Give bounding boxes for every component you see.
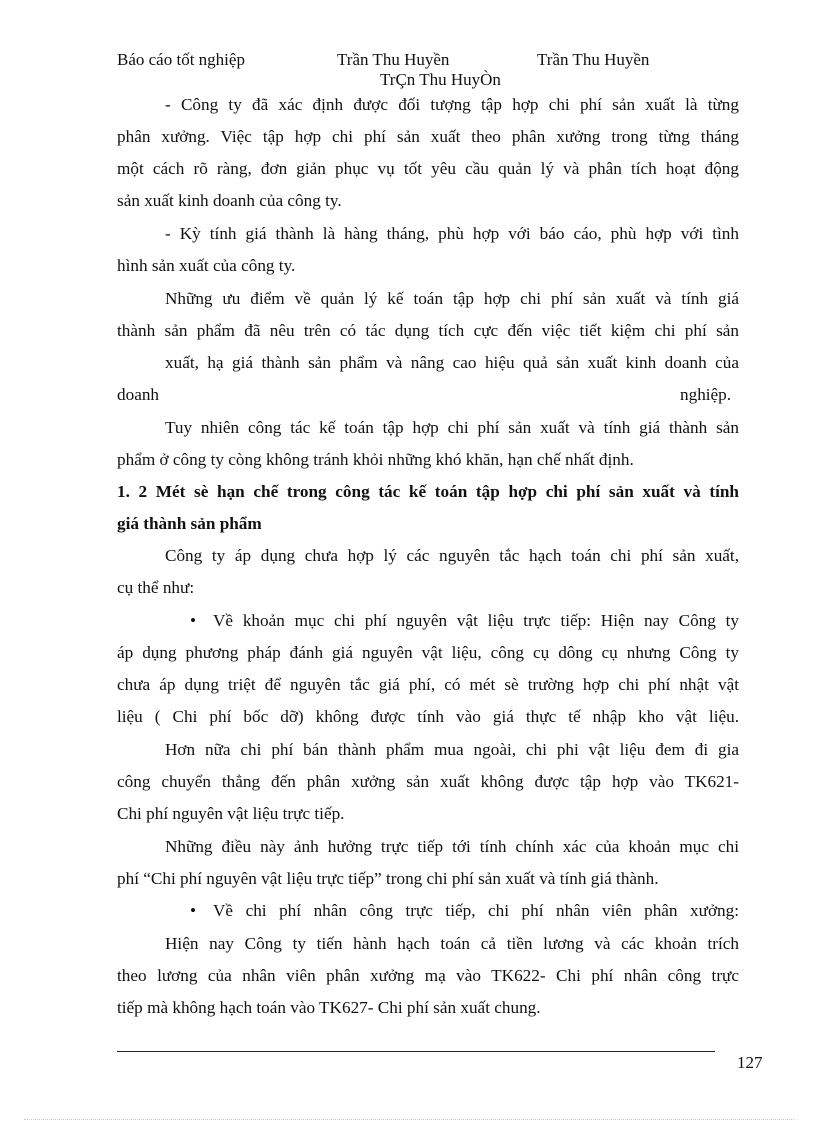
paragraph-line: phẩm ở công ty còng không tránh khỏi những khó khăn, hạn chế nhất định.	[117, 450, 634, 469]
paragraph-line: xuất, hạ giá thành sản phẩm và nâng cao hiệu quả sản xuất kinh doanh của	[165, 353, 739, 372]
page-break-divider	[24, 1119, 794, 1120]
paragraph-line: Về khoản mục chi phí nguyên vật liệu trực tiếp: Hiện nay Công ty	[213, 611, 739, 630]
paragraph-line: hình sản xuất của công ty.	[117, 256, 296, 275]
paragraph-line: Những ưu điểm về quản lý kế toán tập hợp chi phí sản xuất và tính giá	[165, 289, 739, 308]
paragraph-line: công chuyển thẳng đến phân xưởng sản xuất không được tập hợp vào TK621-	[117, 772, 739, 791]
paragraph-line: - Kỳ tính giá thành là hàng tháng, phù hợp với báo cáo, phù hợp với tình	[165, 224, 739, 243]
paragraph-line: phân xưởng. Việc tập hợp chi phí sản xuất theo phân xưởng trong từng tháng	[117, 127, 739, 146]
paragraph-line: Những điều này ảnh hưởng trực tiếp tới tính chính xác của khoản mục chi	[165, 837, 739, 856]
header-author-name: Trần Thu Huyền	[337, 50, 450, 69]
paragraph-line: Công ty áp dụng chưa hợp lý các nguyên tắc hạch toán chi phí sản xuất,	[165, 546, 739, 565]
footer-rule	[117, 1051, 715, 1052]
bullet-icon: •	[190, 611, 197, 630]
paragraph-line: Về chi phí nhân công trực tiếp, chi phí nhân viên phân xưởng:	[213, 901, 739, 920]
paragraph-line: một cách rõ ràng, đơn giản phục vụ tốt yêu cầu quản lý và phân tích hoạt động	[117, 159, 739, 178]
header-report-title: Báo cáo tốt nghiệp	[117, 50, 245, 69]
paragraph-line: Chi phí nguyên vật liệu trực tiếp.	[117, 804, 345, 823]
paragraph-line: Hiện nay Công ty tiến hành hạch toán cả tiền lương và các khoản trích	[165, 934, 739, 953]
section-heading: giá thành sản phẩm	[117, 514, 262, 533]
paragraph-line: thành sản phẩm đã nêu trên có tác dụng tích cực đến việc tiết kiệm chi phí sản	[117, 321, 739, 340]
header-author-name-garbled: TrÇn Thu HuyÒn	[380, 70, 501, 89]
paragraph-line-right: nghiệp.	[680, 385, 732, 404]
bullet-icon: •	[190, 901, 197, 920]
paragraph-line: chưa áp dụng triệt để nguyên tắc giá phí, có mét sè trường hợp chi phí nhật vật	[117, 675, 739, 694]
paragraph-line: áp dụng phương pháp đánh giá nguyên vật liệu, công cụ dông cụ nhưng Công ty	[117, 643, 739, 662]
header-author-name-repeat: Trần Thu Huyền	[537, 50, 650, 69]
paragraph-line: Hơn nữa chi phí bán thành phẩm mua ngoài, chi phi vật liệu đem đi gia	[165, 740, 739, 759]
page-number: 127	[737, 1053, 763, 1072]
section-heading: 1. 2 Mét sè hạn chế trong công tác kế toán tập hợp chi phí sản xuất và tính	[117, 482, 739, 501]
paragraph-line: - Công ty đã xác định được đối tượng tập hợp chi phí sản xuất là từng	[165, 95, 739, 114]
paragraph-line: liệu ( Chi phí bốc dỡ) không được tính vào giá thực tế nhập kho vật liệu.	[117, 707, 739, 726]
paragraph-line: cụ thể như:	[117, 578, 195, 597]
paragraph-line: tiếp mà không hạch toán vào TK627- Chi phí sản xuất chung.	[117, 998, 541, 1017]
paragraph-line-left: doanh	[117, 385, 160, 404]
paragraph-line: phí “Chi phí nguyên vật liệu trực tiếp” trong chi phí sản xuất và tính giá thành.	[117, 869, 659, 888]
paragraph-line: Tuy nhiên công tác kế toán tập hợp chi phí sản xuất và tính giá thành sản	[165, 418, 739, 437]
paragraph-line: sản xuất kinh doanh của công ty.	[117, 191, 342, 210]
paragraph-line: theo lương của nhân viên phân xưởng mạ vào TK622- Chi phí nhân công trực	[117, 966, 739, 985]
